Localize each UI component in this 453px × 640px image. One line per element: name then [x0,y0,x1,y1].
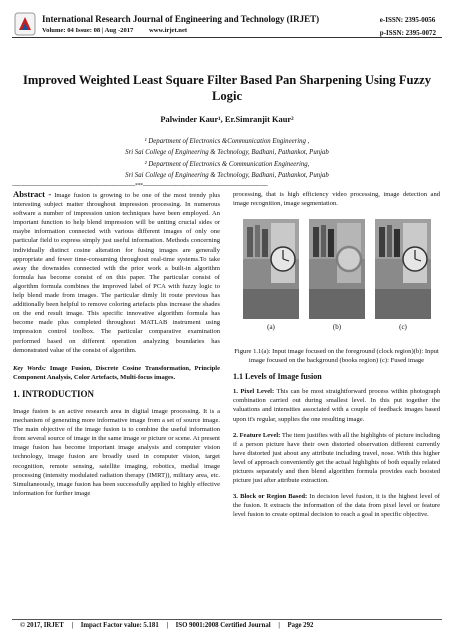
clock-books-image-b [309,219,365,319]
block-level-heading: 3. Block or Region Based: [233,493,308,501]
figure-panel-b [309,219,365,319]
affiliation-line: ² Department of Electronics & Communication Engineering, [144,160,310,168]
footer-iso: ISO 9001:2008 Certified Journal [175,622,271,629]
journal-name: International Research Journal of Engineering and Technology (IRJET) [42,14,320,24]
keywords [13,364,220,382]
footer-separator: | [166,622,168,629]
clock-books-image-c [375,219,431,319]
volume-issue: Volume: 04 Issue: 08 | Aug -2017 [42,27,134,34]
header-divider [12,37,442,38]
affiliations [20,136,434,181]
pixel-level-text: This can be most straightforward process within photograph combination carried out during smallest level. In this put together the valuations and intensities associated with a couple of feedback images based upon it's regular, supplies the one resulting image. [233,388,440,423]
keywords-text: Image Fusion, Discrete Cosine Transformation, Principle Component Analysis, Color Artefacts, Multi-focus images. [13,364,221,381]
feature-level-paragraph [233,431,440,486]
figure-panel-a [243,219,299,319]
paper-authors: Palwinder Kaur¹, Er.Simranjit Kaur² [160,115,294,124]
eissn: e-ISSN: 2395-0056 [379,16,436,24]
right-column [233,190,440,527]
figure-caption: Figure 1.1(a): Input image focused on the foreground (clock region)(b): Input image focused on the background (books region) (c): Fused image [234,348,439,365]
footer-separator: | [278,622,280,629]
paper-title: Improved Weighted Least Square Filter Based Pan Sharpening Using Fuzzy Logic [22,73,432,103]
clock-books-image-a [243,219,299,319]
figure-label-c: (c) [399,323,407,332]
introduction-text: Image fusion is an active research area in digital image processing. It is a mechanism of generating more informative image from a set of source image. The main objective of the image fusion is to combine the useful information from several source of image in the same image or picture or scene. At present image fusion has become important image analysis and computer vision technology, image fusion are broadly used in computer vision, target recognition, remote sensing, satellite imaging, robotics, medial image processing (intensity modulated radiation therapy (IMRT)), military area, etc. Simultaneously, image fusion has been successfully applied to highly effective information for further image [13,407,220,497]
pixel-level-paragraph [233,387,440,423]
levels-heading: 1.1 Levels of Image fusion [233,372,322,382]
figure-label-a: (a) [267,323,275,332]
left-column [13,190,220,505]
feature-level-text: The item justifies with all the highlights of picture including if a person picture have their own distorted observation different currently have distorted just about any attribute including travel, nose. With this higher level of approach conveniently get the actual highlights of both equally related pictures separately and then blend algorithm formula provides each boosted picture just after attribute extraction. [233,431,440,485]
feature-level-heading: 2. Feature Level: [233,431,281,439]
pissn: p-ISSN: 2395-0072 [379,29,436,37]
page-footer [20,622,319,629]
pixel-level-heading: 1. Pixel Level: [233,388,275,396]
introduction-heading: 1. INTRODUCTION [13,388,95,399]
figure-1-1 [233,215,440,341]
abstract-text: Image fusion is growing to be one of the most trendy plus interesting subject matter throughout impression processing. In numerous software a number of impression union techniques have been employed. An important function to help blend impression will be uniting crucial sides or maybe information connected with various different images of only one particular field to express simply just useful information. Methods concerning individually distinct cosine alteration for fusing images are generally appropriate and fewer time-consuming throughout real-time systems.To take away the downsides connected with the prior work a built-in algorithm formula has become consist of on this paper. The particular consist of algorithm formula combines the improved label of PCA with fuzzy logic to help blend made from images. The particular dimly lit route previous has additionally been helpful to remove coloring artefacts plus increase the shades on the end result image. This specific innovative algorithm formula has become made plus completed throughout MATLAB instrument using impression control toolbox. The particular comparative examination performed based on different operation analyzing boundaries has demonstrated value of the consist of algorithm. [13,192,220,354]
footer-page-number: Page 292 [287,622,314,629]
affiliation-line: Sri Sai College of Engineering & Technology, Badhani, Pathankot, Punjab [125,171,329,179]
block-level-paragraph [233,492,440,519]
figure-panel-c [375,219,431,319]
journal-header [12,8,442,52]
continued-text: processing, that is high efficiency video processing, image detection and image recognition, image segmentation. [233,191,440,208]
footer-divider [12,619,442,620]
keywords-heading: Key Words: [13,364,47,372]
affiliation-line: Sri Sai College of Engineering & Technology, Badhani, Pathankot, Punjab [125,149,329,157]
section-separator: -----------------------------------------------------------------------------***------------------------------------------------------------------------------ [12,183,268,189]
affiliation-line: ¹ Department of Electronics &Communication Engineering , [144,138,310,145]
volume-line [42,27,201,34]
abstract [13,190,220,355]
irjet-logo-icon [14,12,36,36]
journal-website[interactable]: www.irjet.net [149,27,188,34]
abstract-heading: Abstract - [13,189,52,199]
footer-impact-factor: Impact Factor value: 5.181 [80,622,159,629]
footer-copyright: © 2017, IRJET [20,622,64,629]
figure-label-b: (b) [332,323,342,332]
footer-separator: | [71,622,73,629]
block-level-text: In decision level fusion, it is the highest level of the fusion. It extracts the information of the data from pixel level or feature level fusion to create optimal decision to reach a goal in specific objective. [233,493,440,519]
